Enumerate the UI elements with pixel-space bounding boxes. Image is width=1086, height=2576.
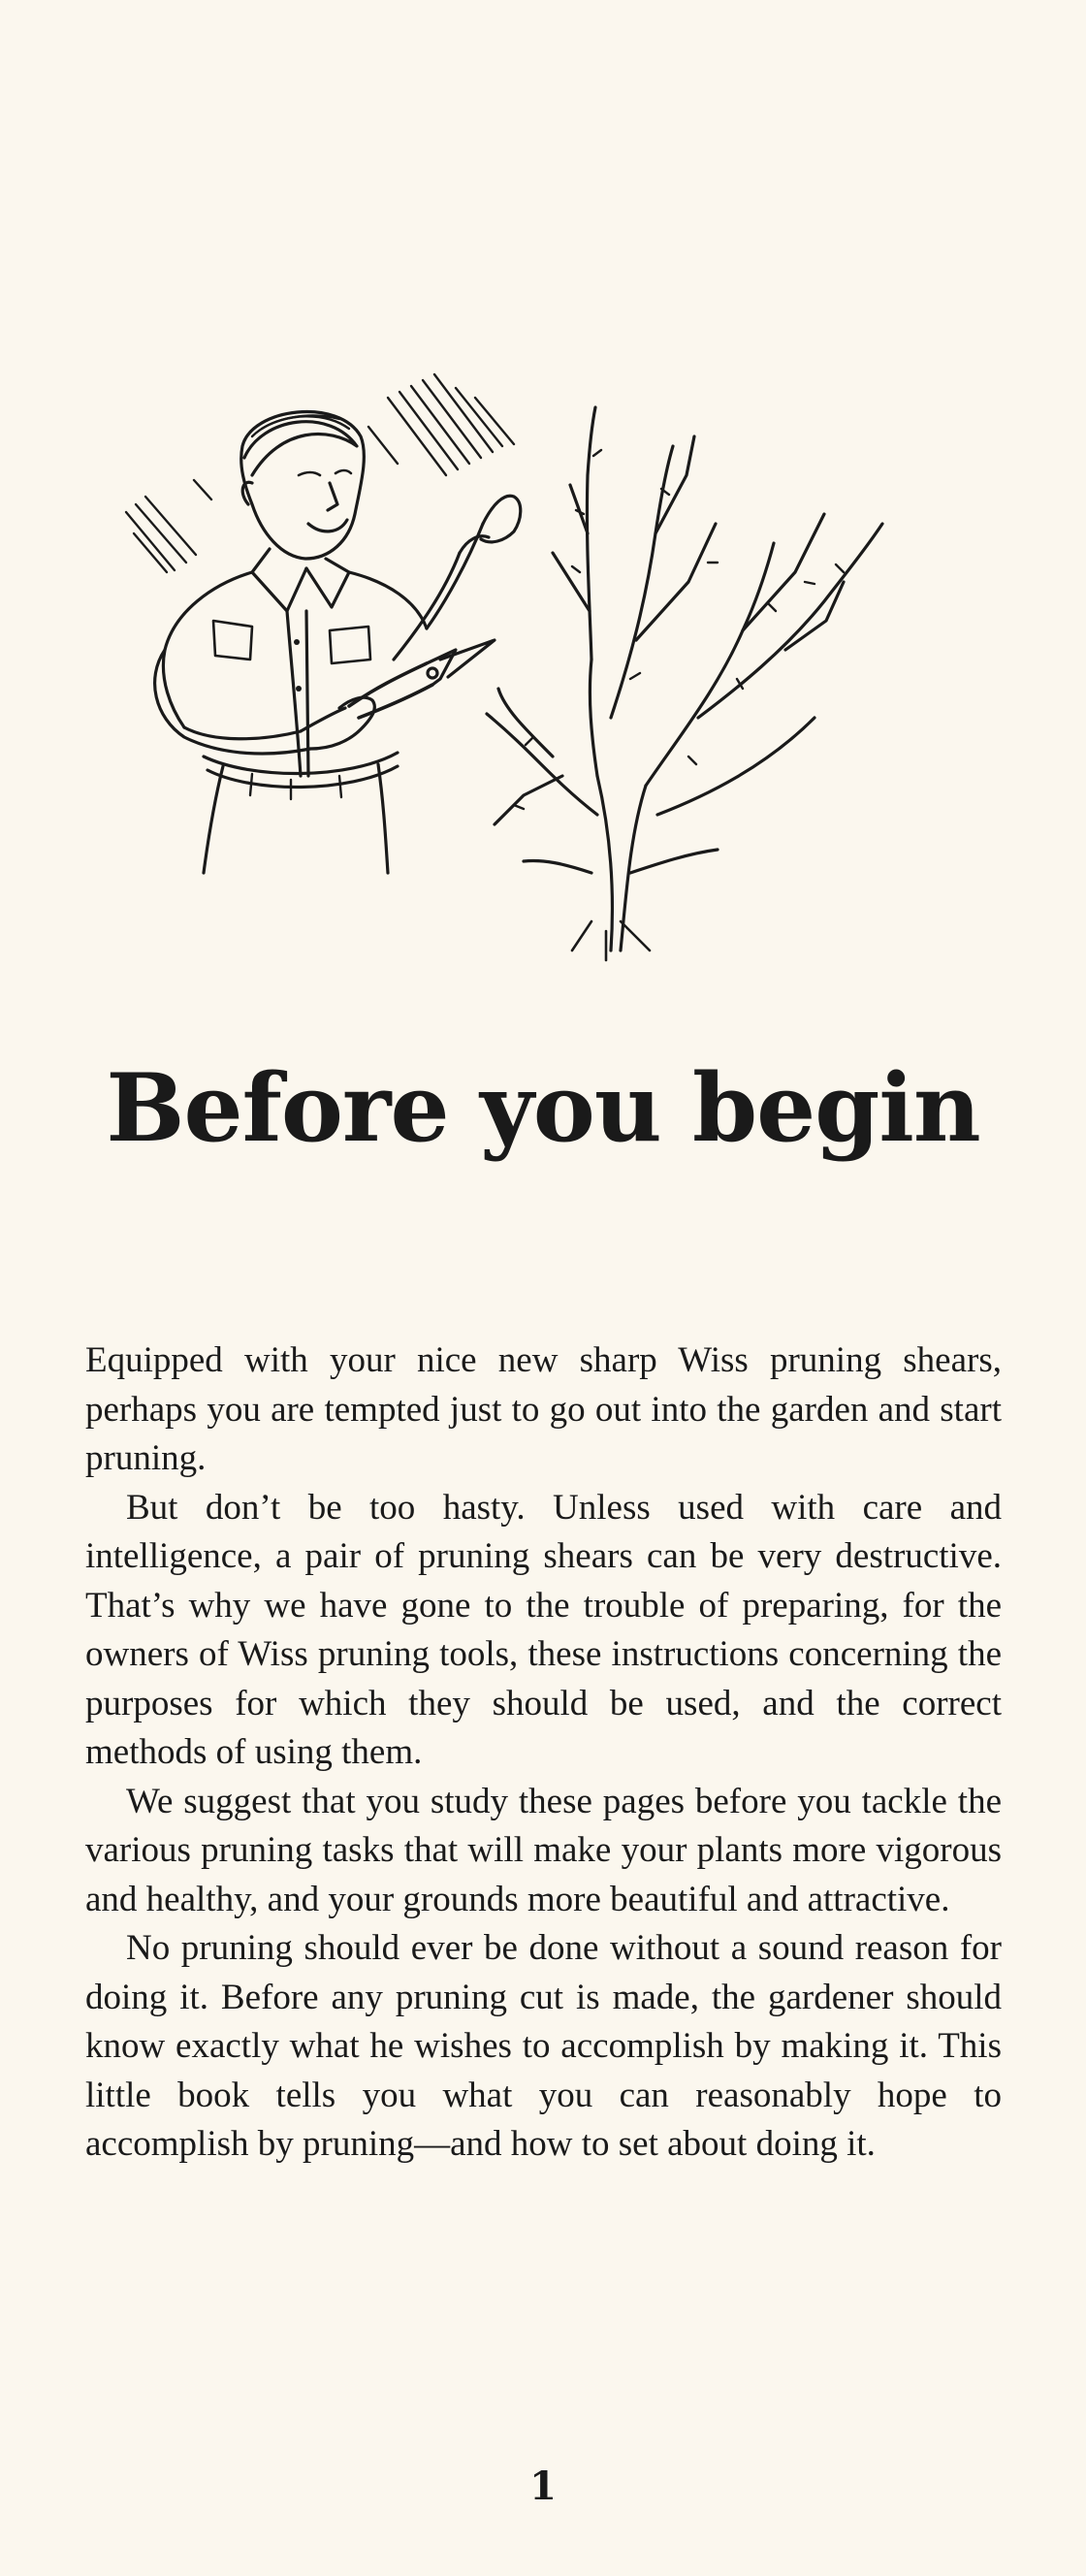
paragraph-2: But don’t be too hasty. Unless used with care and intelligence, a pair of pruning shears can be very destructive. That’s why we have gone to the trouble of preparing, for the owners of Wiss pruning tools, these instructions concerning the purposes for which they should be used, and the correct methods of using them. (85, 1487, 1002, 1772)
man-pruning-shrub-illustration (107, 369, 979, 970)
man-torso (163, 572, 427, 873)
motion-lines-left (126, 480, 211, 572)
body-text (85, 1336, 1002, 2170)
page-number: 1 (529, 2463, 557, 2509)
motion-lines-top (368, 374, 514, 475)
page-title: Before you begin (106, 1053, 980, 1163)
shrub-icon (487, 407, 882, 960)
paragraph-3: We suggest that you study these pages before you tackle the various pruning tasks that will make your plants more vigorous and healthy, and your grounds more beautiful and attractive. (85, 1781, 1002, 1919)
paragraph-4: No pruning should ever be done without a sound reason for doing it. Before any pruning cut is made, the gardener should know exactly what he wishes to accomplish by making it. This little book tells you what you can reasonably hope to accomplish by pruning—and how to set about doing it. (85, 1928, 1002, 2164)
man-left-arm (155, 650, 375, 754)
man-head (241, 412, 365, 559)
paragraph-1: Equipped with your nice new sharp Wiss pruning shears, perhaps you are tempted just to go out into the garden and start pruning. (85, 1340, 1002, 1478)
man-right-arm (394, 496, 521, 660)
